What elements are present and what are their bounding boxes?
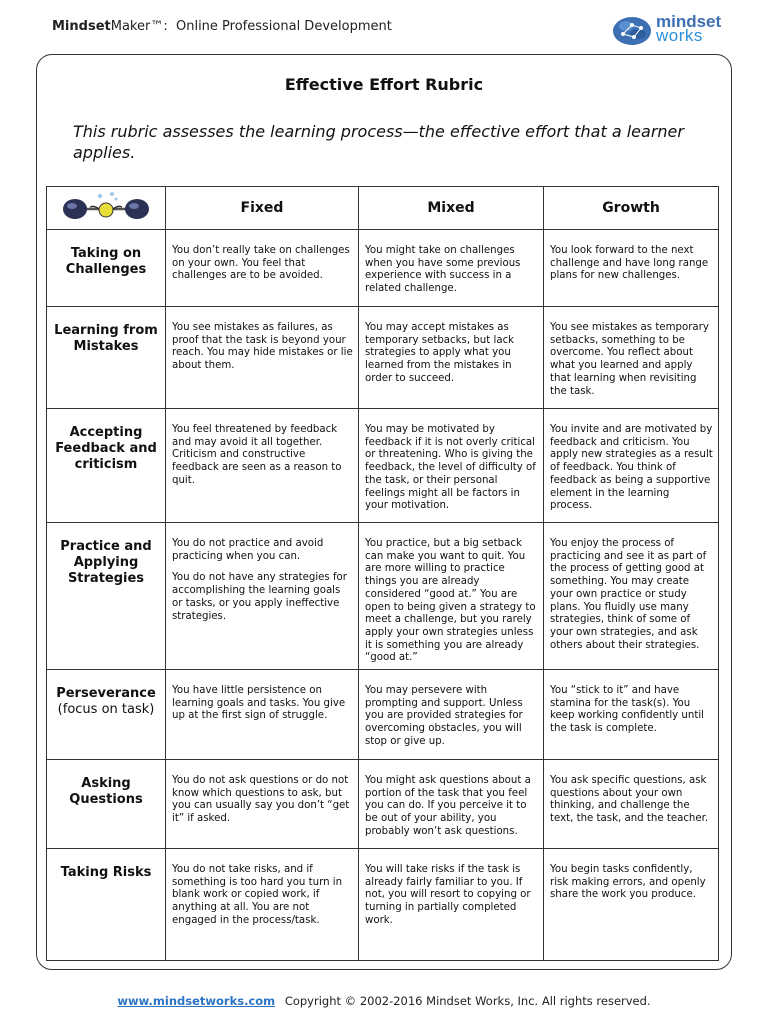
- cell-growth: [544, 849, 719, 961]
- copyright-text: Copyright © 2002-2016 Mindset Works, Inc. All rights reserved.: [284, 994, 651, 1008]
- cell-growth: [544, 307, 719, 409]
- cell-fixed: [166, 523, 359, 670]
- row-label-text: Taking on Challenges: [65, 246, 147, 277]
- cell-paragraph: You do not take risks, and if something is too hard you turn in blank work or copied work, if anything at all. You are not engaged in the process/task.: [172, 864, 343, 926]
- cell-growth: [544, 760, 719, 849]
- row-label-text: Perseverance: [56, 686, 156, 702]
- cell-fixed: [166, 230, 359, 307]
- page-footer: [0, 994, 768, 1008]
- cell-paragraph: You look forward to the next challenge and have long range plans for new challenges.: [550, 245, 709, 282]
- table-row: [47, 849, 719, 961]
- row-label-text: Asking Questions: [69, 776, 143, 808]
- cell-growth: [544, 409, 719, 523]
- cell-paragraph: You might ask questions about a portion of the task that you feel you can do. If you perceive it to be out of your ability, you probably won’t ask questions.: [365, 775, 531, 837]
- row-label: [47, 523, 166, 670]
- cell-growth: [544, 230, 719, 307]
- cell-paragraph: You do not practice and avoid practicing when you can.: [172, 538, 324, 562]
- cell-mixed: [359, 760, 544, 849]
- table-header-row: [47, 187, 719, 230]
- mindset-works-logo: [612, 14, 732, 48]
- column-header-growth: Growth: [544, 187, 719, 230]
- cell-mixed: [359, 307, 544, 409]
- table-row: [47, 409, 719, 523]
- logo-wordmark: [656, 12, 722, 45]
- cell-paragraph: You may be motivated by feedback if it is not overly critical or threatening. Who is giving the feedback, the level of difficulty of the task, or their personal feelings might all be factors in your motivation.: [365, 424, 536, 512]
- logo-line-2: works: [656, 26, 703, 45]
- cell-fixed: [166, 760, 359, 849]
- cell-paragraph: You “stick to it” and have stamina for the task(s). You keep working confidently until the task is complete.: [550, 685, 704, 735]
- cell-mixed: [359, 849, 544, 961]
- cell-paragraph: You enjoy the process of practicing and see it as part of the process of getting good at something. You may create your own practice or study plans. You fluidly use many strategies, think of some of your own strategies, and ask others about their strategies.: [550, 538, 707, 651]
- cell-fixed: [166, 307, 359, 409]
- column-header-mixed: Mixed: [359, 187, 544, 230]
- cell-mixed: [359, 409, 544, 523]
- website-link[interactable]: www.mindsetworks.com: [117, 994, 276, 1008]
- cell-paragraph: You might take on challenges when you have some previous experience with success in a related challenge.: [365, 245, 521, 295]
- cell-paragraph: You have little persistence on learning goals and tasks. You give up at the first sign of struggle.: [172, 685, 346, 722]
- logo-line-1: mindset: [656, 12, 722, 31]
- rubric-body: [47, 230, 719, 961]
- cell-paragraph: You may accept mistakes as temporary setbacks, but lack strategies to apply what you learned from the mistakes in order to succeed.: [365, 322, 515, 384]
- row-label-text: Accepting Feedback and criticism: [55, 425, 157, 472]
- row-label: [47, 230, 166, 307]
- cell-paragraph: You see mistakes as failures, as proof that the task is beyond your reach. You may hide mistakes or lie about them.: [172, 322, 353, 372]
- cell-fixed: [166, 409, 359, 523]
- row-label: [47, 760, 166, 849]
- brain-icon: [612, 14, 654, 46]
- cell-paragraph: You will take risks if the task is already fairly familiar to you. If not, you will resort to copying or turning in partially completed work.: [365, 864, 531, 926]
- column-header-fixed: Fixed: [166, 187, 359, 230]
- brand-bold: Mindset: [52, 19, 111, 34]
- cell-paragraph: You may persevere with prompting and support. Unless you are provided strategies for overcoming obstacles, you will stop or give up.: [365, 685, 523, 747]
- cell-paragraph: You see mistakes as temporary setbacks, something to be overcome. You reflect about what you learned and apply that learning when revisiting the task.: [550, 322, 709, 397]
- cell-fixed: [166, 849, 359, 961]
- table-row: [47, 230, 719, 307]
- dumbbell-icon: [60, 189, 152, 223]
- table-row: [47, 523, 719, 670]
- cell-paragraph: You do not ask questions or do not know which questions to ask, but you can usually say you don’t “get it” if asked.: [172, 775, 350, 825]
- cell-paragraph: You begin tasks confidently, risk making errors, and openly share the work you produce.: [550, 864, 706, 901]
- row-label-text: Learning from Mistakes: [54, 323, 158, 354]
- rubric-table: [46, 186, 719, 961]
- page-header: [52, 19, 392, 34]
- cell-paragraph: You do not have any strategies for accomplishing the learning goals or tasks, or you apply ineffective strategies.: [172, 572, 347, 622]
- row-label: [47, 670, 166, 760]
- page-title: Effective Effort Rubric: [284, 75, 484, 94]
- row-label-text: Taking Risks: [60, 865, 152, 881]
- cell-paragraph: You feel threatened by feedback and may avoid it all together. Criticism and constructive feedback are seen as a reason to quit.: [172, 424, 342, 486]
- header-image-cell: [47, 187, 166, 230]
- cell-mixed: [359, 670, 544, 760]
- table-row: [47, 307, 719, 409]
- cell-paragraph: You invite and are motivated by feedback and criticism. You apply new strategies as a result of feedback. You think of feedback as being a supportive element in the learning process.: [550, 424, 713, 512]
- table-row: [47, 760, 719, 849]
- header-subtitle: Online Professional Development: [175, 19, 392, 34]
- row-label: [47, 409, 166, 523]
- cell-mixed: [359, 230, 544, 307]
- cell-fixed: [166, 670, 359, 760]
- row-label-text: Practice and Applying Strategies: [60, 539, 152, 586]
- cell-paragraph: You don’t really take on challenges on your own. You feel that challenges are to be avoided.: [172, 245, 350, 282]
- brand-rest: Maker™:: [110, 19, 168, 34]
- row-label: [47, 849, 166, 961]
- cell-growth: [544, 523, 719, 670]
- table-row: [47, 670, 719, 760]
- row-label-subtext: (focus on task): [57, 702, 155, 718]
- cell-paragraph: You practice, but a big setback can make you want to quit. You are more willing to practice things you are already considered “good at.” You are open to being given a strategy to meet a challenge, but you rarely apply your own strategies unless it is something you are already “good at.”: [365, 538, 536, 664]
- row-label: [47, 307, 166, 409]
- intro-text: This rubric assesses the learning process—the effective effort that a learner applies.: [73, 122, 684, 162]
- cell-mixed: [359, 523, 544, 670]
- cell-paragraph: You ask specific questions, ask questions about your own thinking, and challenge the text, the task, and the teacher.: [550, 775, 709, 825]
- cell-growth: [544, 670, 719, 760]
